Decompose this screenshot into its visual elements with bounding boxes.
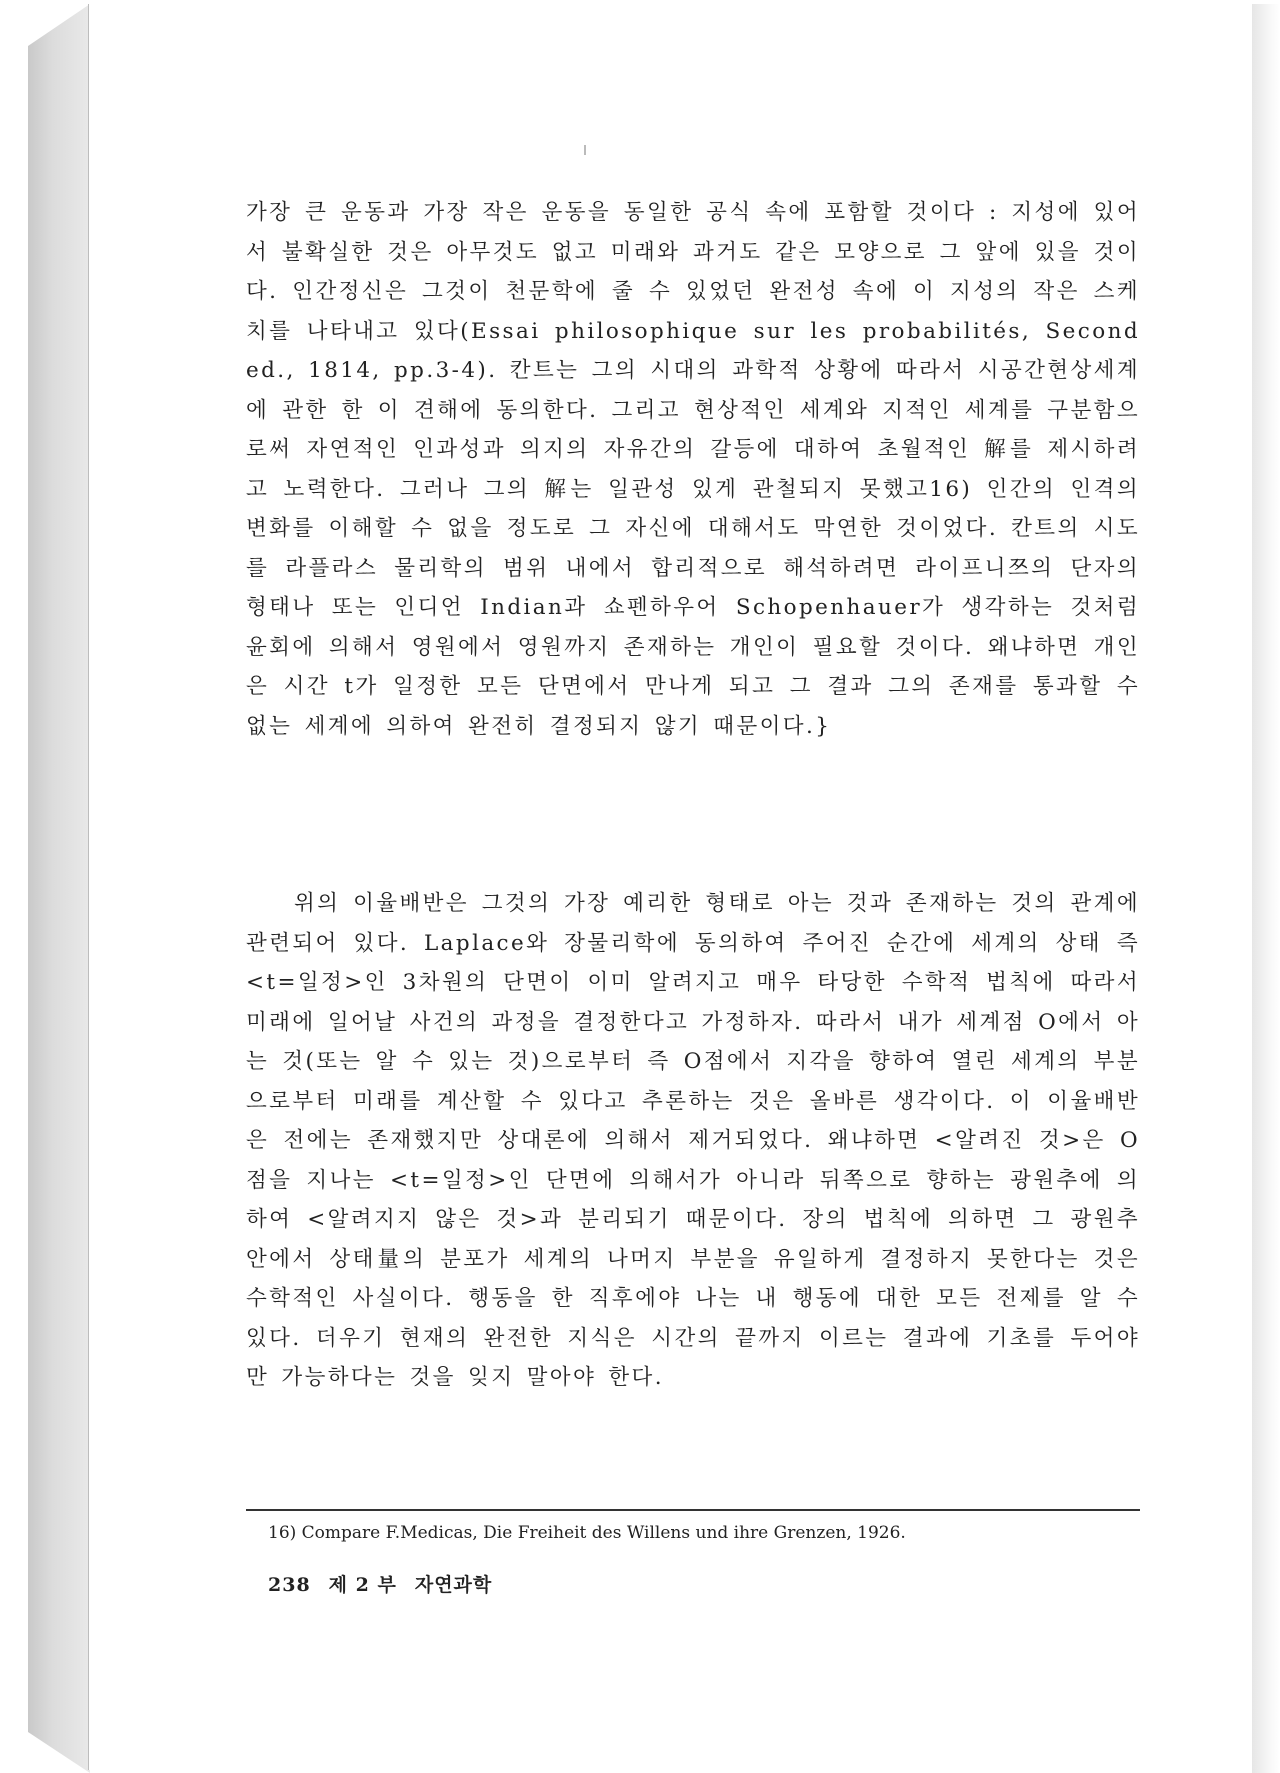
page-number: 238	[268, 1574, 311, 1596]
page-edge	[1252, 4, 1280, 1773]
footnote-rule	[246, 1509, 1140, 1511]
paragraph-2: 위의 이율배반은 그것의 가장 예리한 형태로 아는 것과 존재하는 것의 관계에 관련되어 있다. Laplace와 장물리학에 동의하여 주어진 순간에 세계의 상태 즉 <t=일정>인 3차원의 단면이 이미 알려지고 매우 타당한 수학적 법칙에 따라서 미래에 일어날 사건의 과정을 결정한다고 가정하자. 따라서 내가 세계점 O에서 아는 것(또는 알 수 있는 것)으로부터 즉 O점에서 지각을 향하여 열린 세계의 부분으로부터 미래를 계산할 수 있다고 추론하는 것은 올바른 생각이다. 이 이율배반은 전에는 존재했지만 상대론에 의해서 제거되었다. 왜냐하면 <알려진 것>은 O점을 지나는 <t=일정>인 단면에 의해서가 아니라 뒤쪽으로 향하는 광원추에 의하여 <알려지지 않은 것>과 분리되기 때문이다. 장의 법칙에 의하면 그 광원추 안에서 상태量의 분포가 세계의 나머지 부분을 유일하게 결정하지 못한다는 것은 수학적인 사실이다. 행동을 한 직후에야 나는 내 행동에 대한 모든 전제를 알 수 있다. 더우기 현재의 완전한 지식은 시간의 끝까지 이르는 결과에 기초를 두어야만 가능하다는 것을 잊지 말아야 한다.	[246, 891, 1140, 1390]
page-footer	[268, 1570, 868, 1600]
section-label: 자연과학	[414, 1574, 493, 1596]
paragraph-1: 가장 큰 운동과 가장 작은 운동을 동일한 공식 속에 포함할 것이다 : 지성에 있어서 불확실한 것은 아무것도 없고 미래와 과거도 같은 모양으로 그 앞에 있을 것이다. 인간정신은 그것이 천문학에 줄 수 있었던 완전성 속에 이 지성의 작은 스케치를 나타내고 있다(Essai philosophique sur les probabilités, Second ed., 1814, pp.3-4). 칸트는 그의 시대의 과학적 상황에 따라서 시공간현상세계에 관한 한 이 견해에 동의한다. 그리고 현상적인 세계와 지적인 세계를 구분함으로써 자연적인 인과성과 의지의 자유간의 갈등에 대하여 초월적인 解를 제시하려고 노력한다. 그러나 그의 解는 일관성 있게 관철되지 못했고16) 인간의 인격의 변화를 이해할 수 없을 정도로 그 자신에 대해서도 막연한 것이었다. 칸트의 시도를 라플라스 물리학의 범위 내에서 합리적으로 해석하려면 라이프니쯔의 단자의 형태나 또는 인디언 Indian과 쇼펜하우어 Schopenhauer가 생각하는 것처럼 윤회에 의해서 영원에서 영원까지 존재하는 개인이 필요할 것이다. 왜냐하면 개인은 시간 t가 일정한 모든 단면에서 만나게 되고 그 결과 그의 존재를 통과할 수 없는 세계에 의하여 완전히 결정되지 않기 때문이다.}	[246, 200, 1140, 739]
part-label: 제 2 부	[328, 1574, 397, 1596]
footnote: 16) Compare F.Medicas, Die Freiheit des Willens und ihre Grenzen, 1926.	[268, 1523, 906, 1543]
top-margin-mark	[584, 145, 586, 155]
book-spine	[28, 4, 90, 1773]
